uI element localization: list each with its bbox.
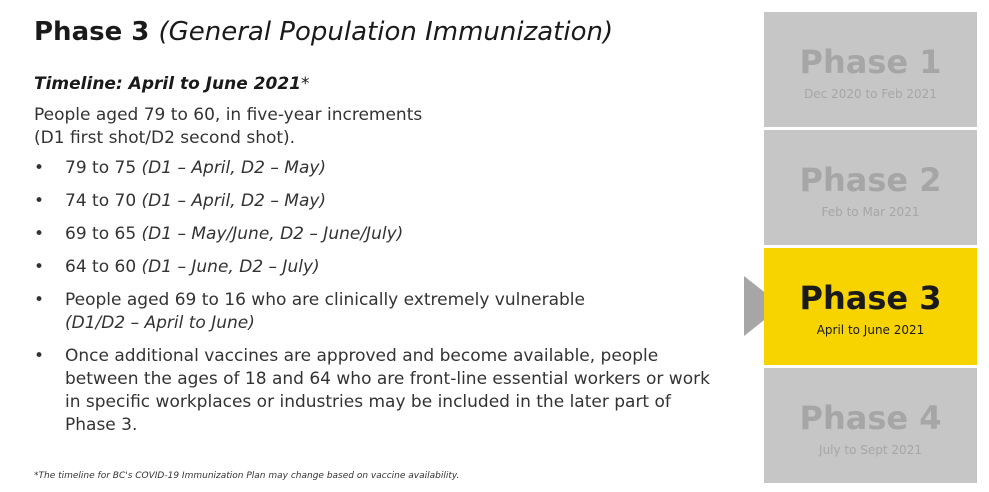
phase-name: Phase 2 [799, 161, 942, 199]
list-item [34, 256, 724, 279]
phase-card-4 [764, 368, 977, 483]
list-item [34, 345, 724, 437]
list-item [34, 190, 724, 213]
intro-line-2: (D1 first shot/D2 second shot). [34, 128, 296, 148]
list-item-text: 74 to 70 [65, 191, 142, 211]
eligibility-list [34, 157, 724, 437]
bullet-icon: • [34, 191, 45, 211]
page-title [34, 14, 724, 50]
list-item [34, 223, 724, 246]
phase-timeline [764, 12, 977, 486]
bullet-icon: • [34, 224, 45, 244]
phase-card-2 [764, 130, 977, 245]
bullet-icon: • [34, 158, 45, 178]
list-item-note: (D1/D2 – April to June) [65, 313, 255, 333]
phase-card-1 [764, 12, 977, 127]
timeline-footnote-marker: * [300, 74, 310, 94]
phase-dates: April to June 2021 [816, 323, 925, 337]
phase-dates: Feb to Mar 2021 [821, 205, 920, 219]
phase-content [34, 14, 724, 447]
timeline-label: Timeline: April to June 2021 [34, 74, 301, 94]
phase-name: Phase 4 [799, 399, 942, 437]
page-title-phase: Phase 3 [34, 17, 150, 47]
phase-dates: July to Sept 2021 [819, 443, 922, 457]
list-item-text: 79 to 75 [65, 158, 142, 178]
phase-name: Phase 1 [799, 43, 942, 81]
intro-text [34, 104, 724, 150]
list-item-text: 64 to 60 [65, 257, 142, 277]
list-item-text: People aged 69 to 16 who are clinically extremely vulnerable [65, 290, 585, 310]
page-title-subtitle: (General Population Immunization) [158, 17, 614, 47]
bullet-icon: • [34, 257, 45, 277]
phase-name: Phase 3 [799, 279, 942, 317]
list-item-note: (D1 – May/June, D2 – June/July) [141, 224, 404, 244]
list-item-note: (D1 – April, D2 – May) [141, 191, 327, 211]
phase-dates: Dec 2020 to Feb 2021 [804, 87, 937, 101]
list-item-text: 69 to 65 [65, 224, 142, 244]
timeline-heading [34, 72, 724, 96]
phase-card-3 [764, 248, 977, 365]
list-item-text: Once additional vaccines are approved and become available, people between the ages of 18 and 64 who are front-line essential workers or work in specific workplaces or industries may be included in the later part of Phase 3. [65, 346, 710, 435]
list-item-note: (D1 – June, D2 – July) [141, 257, 320, 277]
bullet-icon: • [34, 290, 45, 310]
bullet-icon: • [34, 346, 45, 366]
intro-line-1: People aged 79 to 60, in five-year increments [34, 105, 423, 125]
list-item [34, 289, 724, 335]
list-item [34, 157, 724, 180]
list-item-note: (D1 – April, D2 – May) [141, 158, 327, 178]
footnote: *The timeline for BC's COVID-19 Immunization Plan may change based on vaccine availability. [34, 471, 460, 481]
